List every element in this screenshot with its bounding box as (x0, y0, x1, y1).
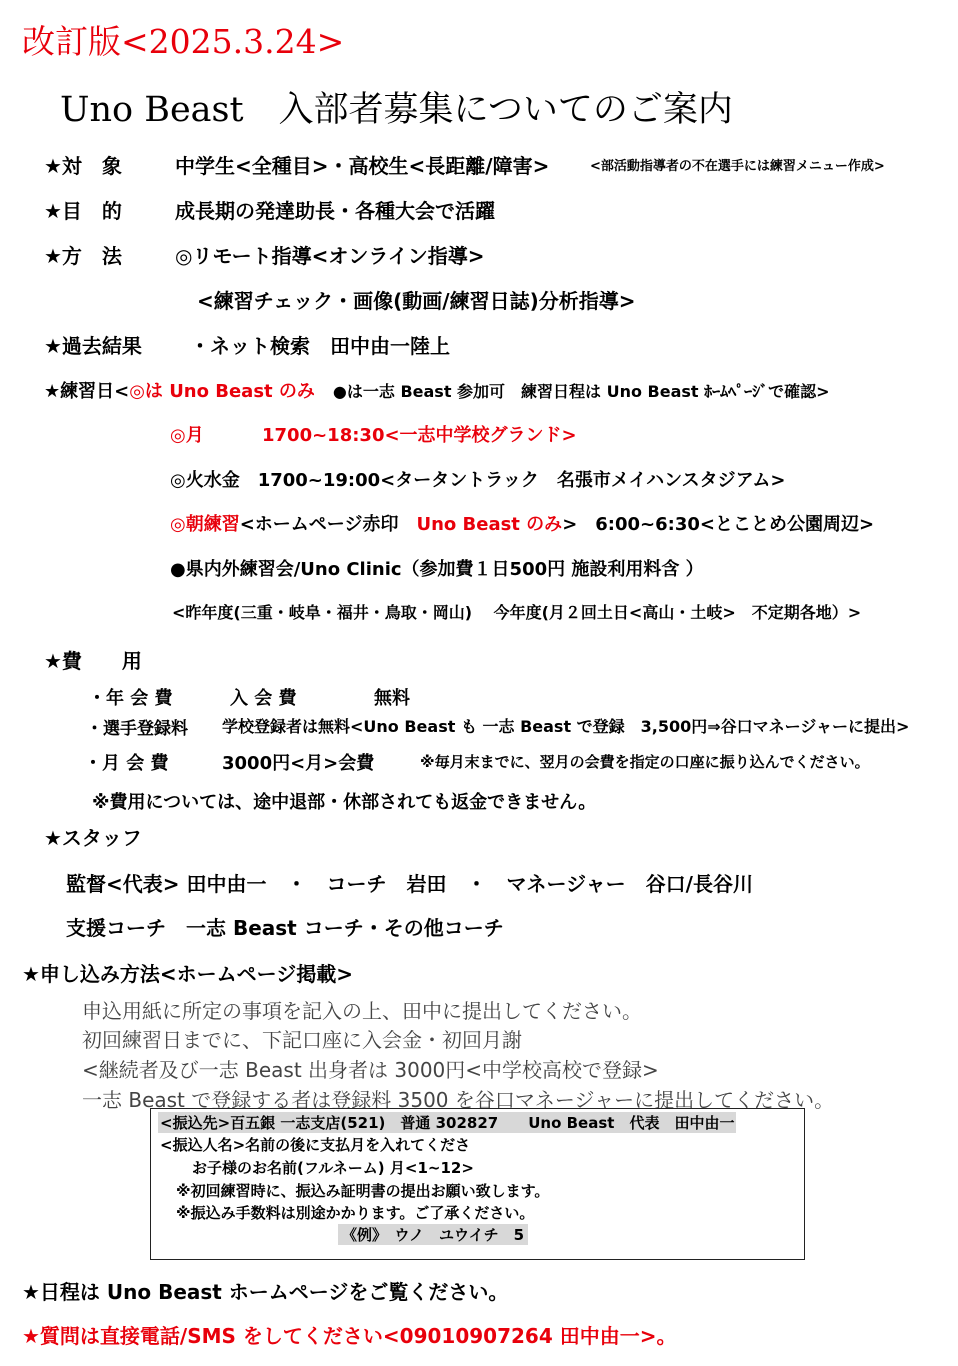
target-label: ★対 象 (44, 154, 122, 178)
contact-note: ★質問は直接電話/SMS をしてください<09010907264 田中由一>。 (22, 1324, 677, 1348)
fees-annual-label: ・年 会 費 (88, 688, 173, 709)
practice-clinic: ●県内外練習会/Uno Clinic（参加費１日500円 施設利用料含 ） (170, 559, 704, 580)
practice-morning-homepage: <ホームページ赤印 (239, 514, 399, 535)
staff-label: ★スタッフ (44, 826, 142, 850)
past-results-value: ・ネット検索 田中由一陸上 (190, 334, 450, 358)
application-line-3: <継続者及び一志 Beast 出身者は 3000円<中学校高校で登録> (82, 1058, 659, 1082)
fees-registration-value: 学校登録者は無料<Uno Beast も 一志 Beast で登録 3,500円⇒谷口マネージャーに提出> (222, 717, 910, 736)
fees-registration-label: ・選手登録料 (86, 719, 188, 739)
target-value: 中学生<全種目>・高校生<長距離/障害> (175, 154, 550, 178)
method-label: ★方 法 (44, 244, 122, 268)
purpose-label: ★目 的 (44, 199, 122, 223)
practice-line (44, 377, 830, 403)
application-line-4: 一志 Beast で登録する者は登録料 3500 を谷口マネージャーに提出してください。 (82, 1088, 835, 1112)
application-line-2: 初回練習日までに、下記口座に入会金・初回月謝 (82, 1028, 522, 1052)
purpose-value: 成長期の発達助長・各種大会で活躍 (175, 199, 495, 223)
practice-note: ●は一志 Beast 参加可 練習日程は Uno Beast ﾎｰﾑﾍﾟｰｼﾞで確認> (332, 382, 830, 401)
past-results-label: ★過去結果 (44, 334, 142, 358)
application-line-1: 申込用紙に所定の事項を記入の上、田中に提出してください。 (82, 999, 642, 1023)
fees-annual-value: 無料 (374, 688, 410, 709)
practice-label: ★練習日< (44, 381, 130, 402)
staff-line2: 支援コーチ 一志 Beast コーチ・その他コーチ (66, 916, 504, 940)
practice-morning-uno-only: Uno Beast のみ (416, 514, 563, 535)
practice-morning (170, 510, 874, 536)
practice-monday-detail: 1700~18:30<一志中学校グランド> (262, 425, 577, 446)
practice-clinic-sub: <昨年度(三重・岐阜・福井・鳥取・岡山) 今年度(月２回土日<高山・土岐> 不定期各地）> (172, 603, 862, 622)
fees-monthly-note: ※毎月末までに、翌月の会費を指定の口座に振り込んでください。 (420, 753, 870, 771)
revision-date: 改訂版<2025.3.24> (22, 22, 345, 61)
page-title: Uno Beast 入部者募集についてのご案内 (60, 90, 733, 130)
application-label: ★申し込み方法<ホームページ掲載> (22, 962, 354, 986)
transfer-account: <振込先>百五銀 一志支店(521) 普通 302827 Uno Beast 代表 田中由一 (160, 1114, 735, 1132)
fees-monthly-label: ・月 会 費 (84, 753, 169, 774)
fees-annual-name: 入 会 費 (230, 688, 297, 709)
practice-morning-label: ◎朝練習 (170, 514, 240, 535)
transfer-note-1: ※初回練習時に、振込み証明書の提出お願い致します。 (176, 1182, 550, 1200)
practice-monday-day: ◎月 (170, 425, 204, 446)
staff-line1: 監督<代表> 田中由一 ・ コーチ 岩田 ・ マネージャー 谷口/長谷川 (66, 872, 753, 896)
transfer-note-2: ※振込み手数料は別途かかります。ご了承ください。 (176, 1204, 535, 1222)
fees-refund-note: ※費用については、途中退部・休部されても返金できません。 (92, 792, 597, 813)
schedule-note: ★日程は Uno Beast ホームページをご覧ください。 (22, 1280, 509, 1304)
method-value: ◎リモート指導<オンライン指導> (175, 244, 485, 268)
fees-monthly-value: 3000円<月>会費 (222, 753, 375, 774)
transfer-example: 《例》 ウノ ユウイチ 5 (338, 1224, 528, 1245)
fees-label: ★費 用 (44, 649, 142, 673)
transfer-name-label: <振込人名>名前の後に支払月を入れてくださ (160, 1136, 471, 1154)
transfer-name-format: お子様のお名前(フルネーム) 月<1~12> (192, 1159, 474, 1177)
practice-red-note: ◎は Uno Beast のみ (129, 381, 315, 402)
method-sub: <練習チェック・画像(動画/練習日誌)分析指導> (197, 289, 636, 313)
target-note: <部活動指導者の不在選手には練習メニュー作成> (590, 159, 885, 174)
practice-tue-wed-fri: ◎火水金 1700~19:00<タータントラック 名張市メイハンスタジアム> (170, 470, 786, 491)
practice-morning-time: > 6:00~6:30<とことめ公園周辺> (562, 514, 875, 535)
